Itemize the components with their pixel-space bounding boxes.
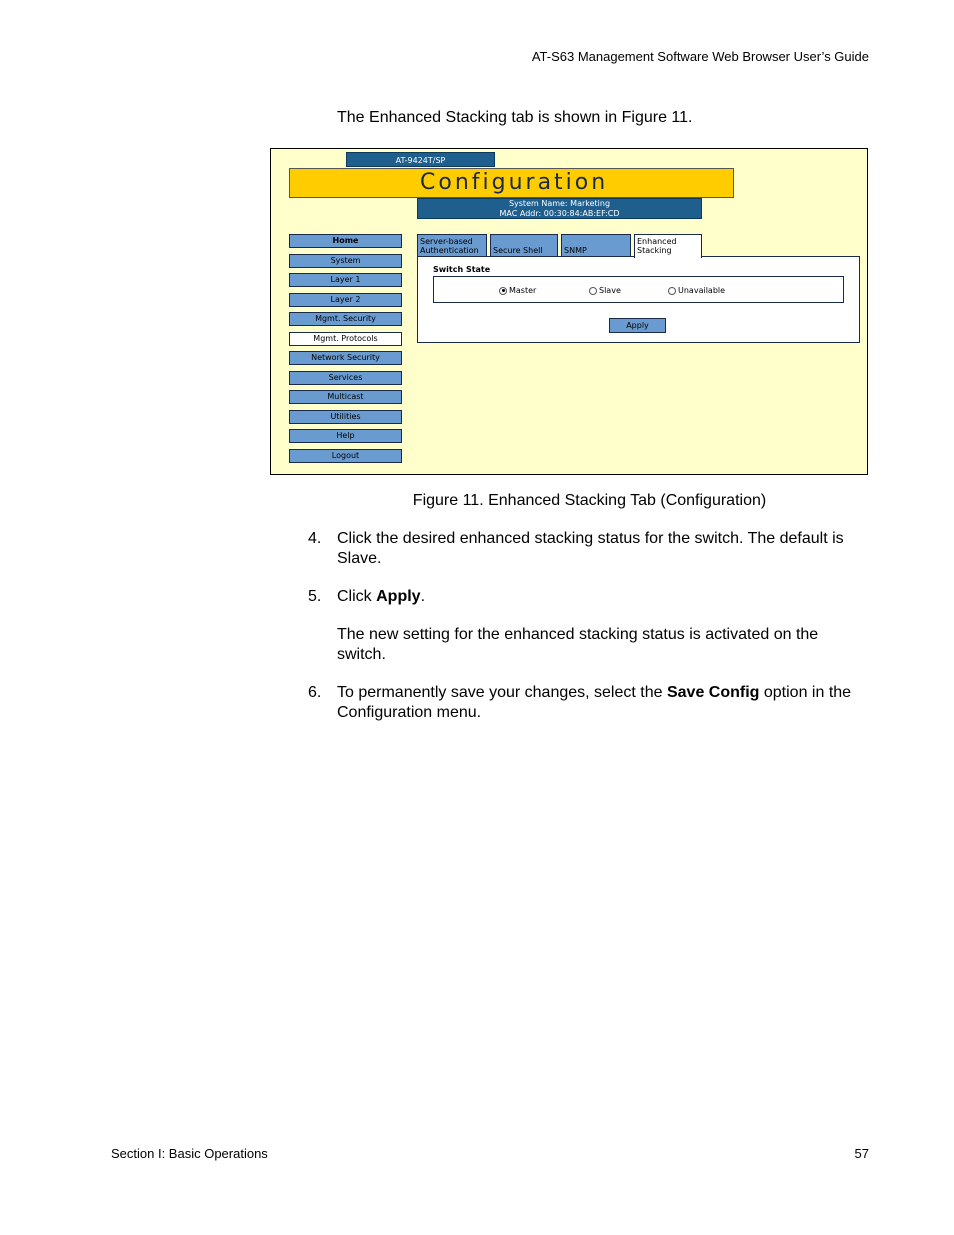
stacking-panel (417, 256, 860, 343)
nav-logout[interactable]: Logout (289, 449, 402, 463)
step-number: 4. (308, 530, 322, 547)
nav-mgmt-protocols[interactable]: Mgmt. Protocols (289, 332, 402, 346)
nav-network-security[interactable]: Network Security (289, 351, 402, 365)
step-text-pre: To permanently save your changes, select the (337, 684, 667, 701)
step-text-post: . (420, 588, 426, 605)
figure-caption: Figure 11. Enhanced Stacking Tab (Configuration) (412, 492, 767, 509)
radio-unchecked-icon[interactable] (589, 287, 597, 295)
nav-layer2[interactable]: Layer 2 (289, 293, 402, 307)
nav-multicast[interactable]: Multicast (289, 390, 402, 404)
tab-enhanced-stacking[interactable]: Enhanced Stacking (634, 234, 702, 258)
radio-unavailable-label: Unavailable (678, 286, 726, 295)
instruction-steps (308, 529, 868, 741)
step-text-bold: Apply (376, 588, 421, 605)
nav-home[interactable]: Home (289, 234, 402, 248)
step-text-bold: Save Config (666, 684, 760, 701)
switch-state-group (433, 276, 844, 303)
apply-button[interactable]: Apply (609, 318, 666, 333)
nav-menu (289, 234, 402, 468)
intro-text: The Enhanced Stacking tab is shown in Figure 11. (337, 109, 693, 126)
radio-slave-label: Slave (599, 286, 621, 295)
step-text-pre: Click (337, 588, 377, 605)
nav-help[interactable]: Help (289, 429, 402, 443)
step-5 (308, 587, 868, 607)
radio-master[interactable] (499, 286, 536, 295)
system-name: System Name: Marketing (508, 199, 611, 208)
tab-server-auth[interactable]: Server-based Authentication (417, 234, 487, 257)
radio-unavailable[interactable] (668, 286, 725, 295)
nav-utilities[interactable]: Utilities (289, 410, 402, 424)
nav-system[interactable]: System (289, 254, 402, 268)
step-6 (308, 683, 868, 723)
footer-section: Section I: Basic Operations (111, 1146, 268, 1161)
radio-unchecked-icon[interactable] (668, 287, 676, 295)
mac-address: MAC Addr: 00:30:84:AB:EF:CD (499, 209, 620, 218)
device-model: AT-9424T/SP (346, 152, 495, 167)
step-number: 6. (308, 684, 322, 701)
radio-checked-icon[interactable] (499, 287, 507, 295)
step-5-note: The new setting for the enhanced stacking status is activated on the switch. (337, 626, 819, 663)
step-text-post: option in the Configuration menu. (337, 684, 852, 721)
running-header: AT-S63 Management Software Web Browser User’s Guide (531, 49, 869, 64)
switch-state-label: Switch State (433, 265, 491, 274)
tab-snmp[interactable]: SNMP (561, 234, 631, 257)
footer-page-number: 57 (854, 1146, 869, 1161)
nav-services[interactable]: Services (289, 371, 402, 385)
config-banner: Configuration (289, 168, 734, 198)
step-number: 5. (308, 588, 322, 605)
nav-layer1[interactable]: Layer 1 (289, 273, 402, 287)
figure-screenshot (270, 148, 868, 475)
radio-master-label: Master (509, 286, 537, 295)
radio-slave[interactable] (589, 286, 621, 295)
nav-mgmt-security[interactable]: Mgmt. Security (289, 312, 402, 326)
step-text: Click the desired enhanced stacking status for the switch. The default is Slave. (337, 530, 844, 567)
system-info (417, 198, 702, 219)
tab-secure-shell[interactable]: Secure Shell (490, 234, 558, 257)
step-4 (308, 529, 868, 569)
